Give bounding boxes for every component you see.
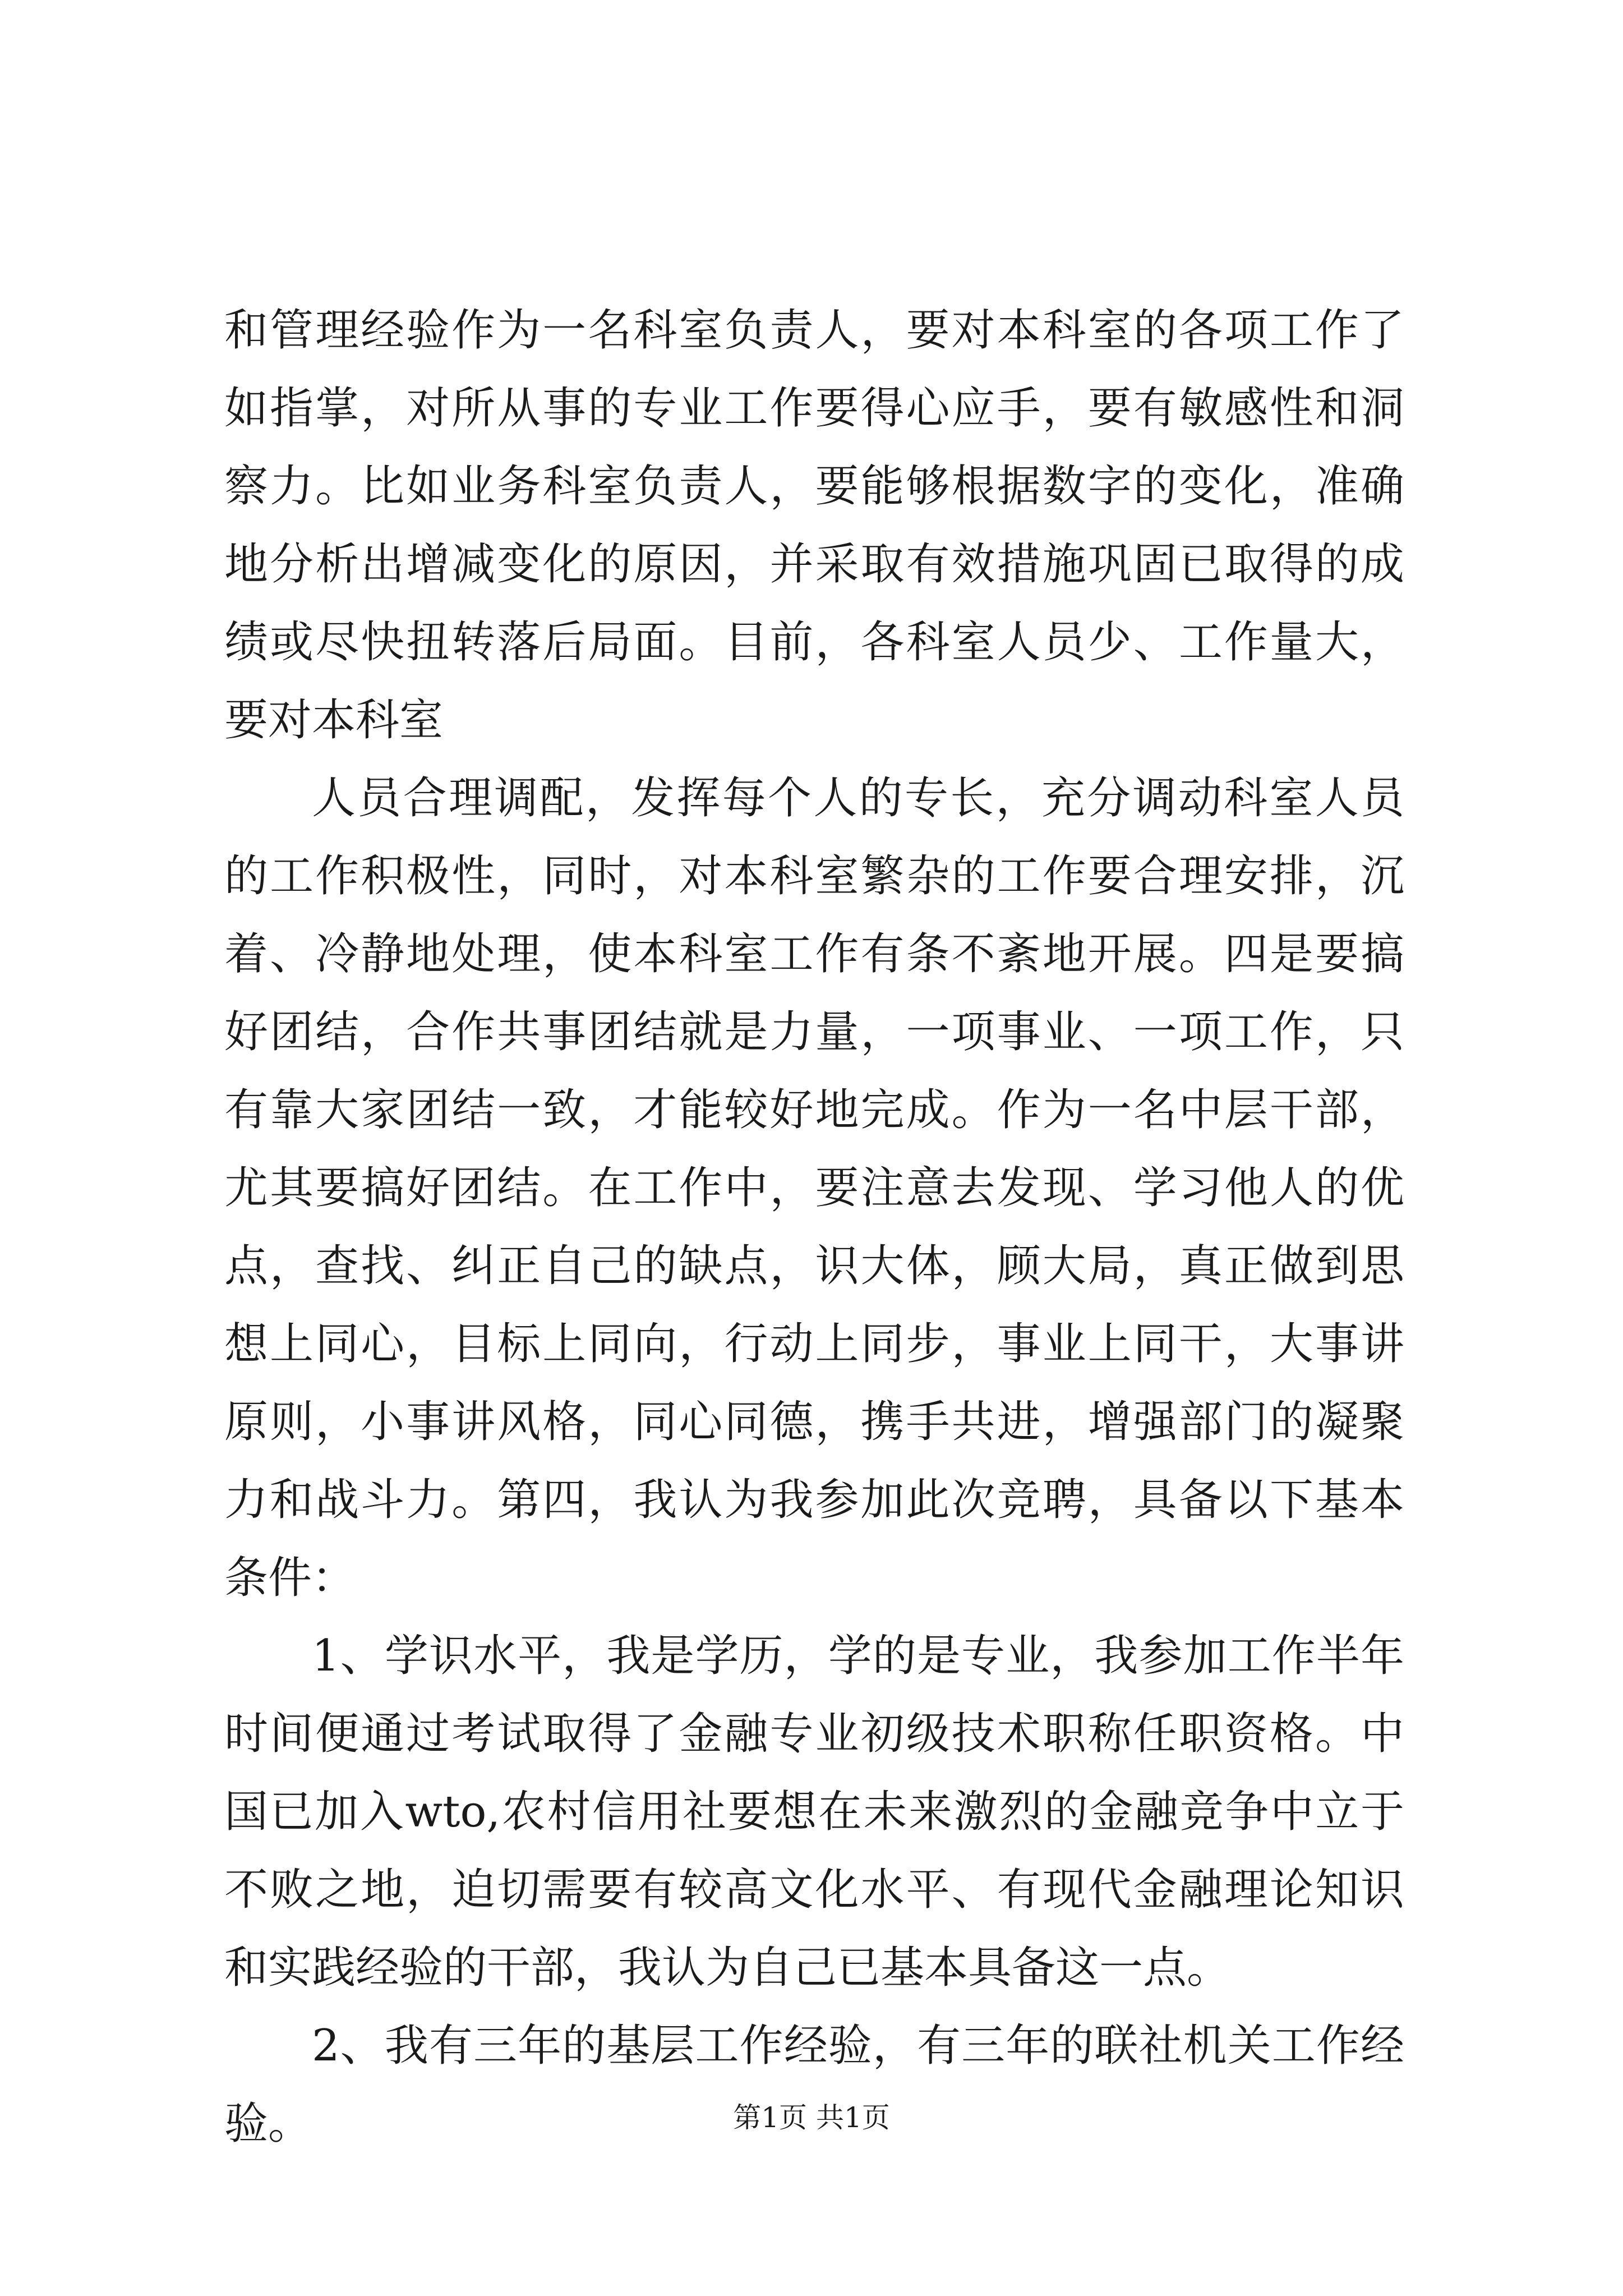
paragraph-3: 1、学识水平，我是学历，学的是专业，我参加工作半年时间便通过考试取得了金融专业初级技术职称任职资格。中国已加入wto,农村信用社要想在未来激烈的金融竞争中立于不败之地，迫切需要有较高文化水平、有现代金融理论知识和实践经验的干部，我认为自己已基本具备这一点。	[224, 1631, 1404, 1993]
page-footer: 第1页 共1页	[733, 2101, 890, 2134]
paragraph-4: 2、我有三年的基层工作经验，有三年的联社机关工作经验。	[224, 2021, 1404, 2149]
document-body	[224, 292, 1404, 2163]
paragraph-2: 人员合理调配，发挥每个人的专长，充分调动科室人员的工作积极性，同时，对本科室繁杂的工作要合理安排，沉着、冷静地处理，使本科室工作有条不紊地开展。四是要搞好团结，合作共事团结就是力量，一项事业、一项工作，只有靠大家团结一致，才能较好地完成。作为一名中层干部，尤其要搞好团结。在工作中，要注意去发现、学习他人的优点，查找、纠正自己的缺点，识大体，顾大局，真正做到思想上同心，目标上同向，行动上同步，事业上同干，大事讲原则，小事讲风格，同心同德，携手共进，增强部门的凝聚力和战斗力。第四，我认为我参加此次竞聘，具备以下基本条件：	[224, 773, 1404, 1603]
paragraph-1: 和管理经验作为一名科室负责人，要对本科室的各项工作了如指掌，对所从事的专业工作要得心应手，要有敏感性和洞察力。比如业务科室负责人，要能够根据数字的变化，准确地分析出增减变化的原因，并采取有效措施巩固已取得的成绩或尽快扭转落后局面。目前，各科室人员少、工作量大，要对本科室	[224, 305, 1404, 746]
